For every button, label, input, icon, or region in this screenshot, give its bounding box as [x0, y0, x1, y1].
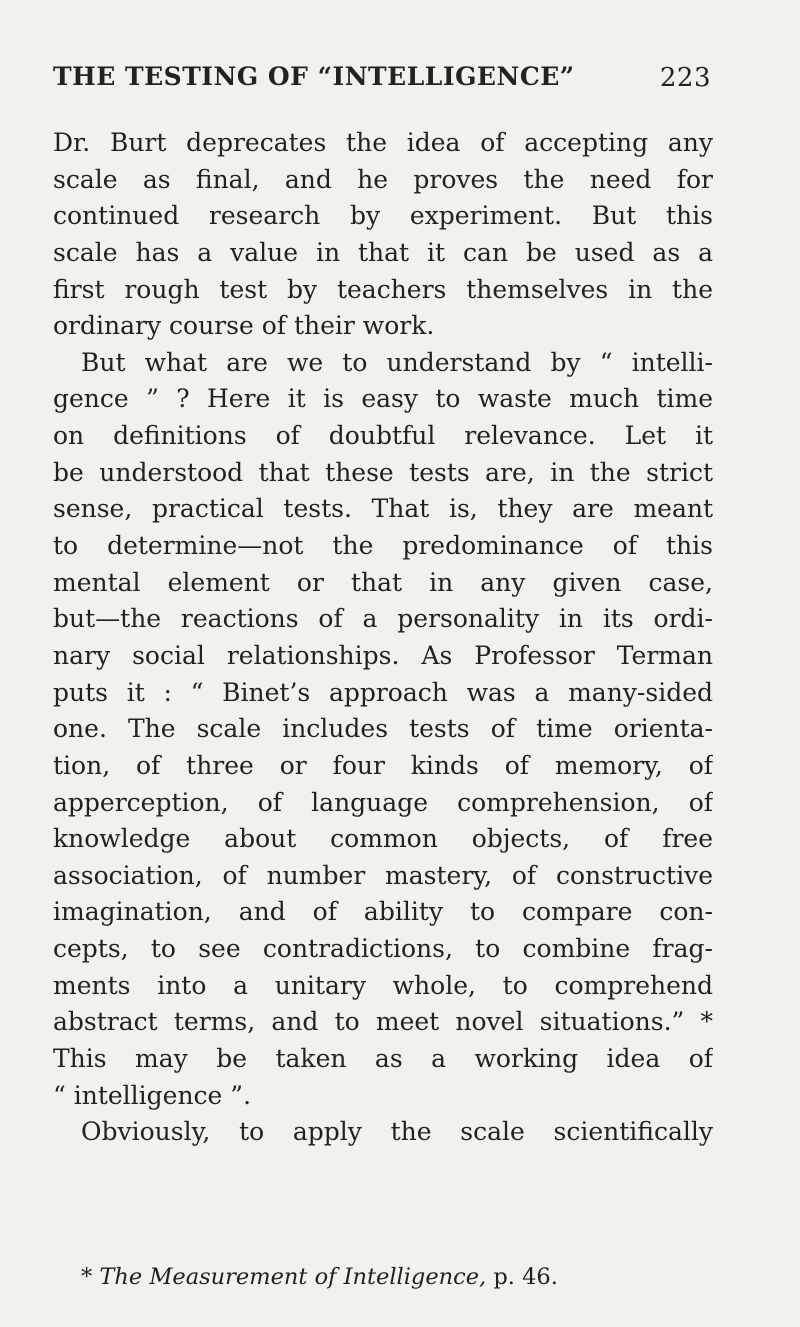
text-line: apperception, of language comprehension, of: [53, 787, 713, 817]
text-line: puts it : “ Binet’s approach was a many-sided: [53, 677, 713, 707]
text-line: to determine—not the predominance of this: [53, 531, 713, 561]
text-line: be understood that these tests are, in the strict: [53, 457, 713, 487]
text-line: one. The scale includes tests of time orienta-: [53, 714, 713, 744]
text-line: scale has a value in that it can be used as a: [53, 237, 713, 267]
footnote-title: The Measurement of Intelligence,: [99, 1264, 487, 1290]
text-line: but—the reactions of a personality in its ordi-: [53, 604, 713, 634]
text-line: imagination, and of ability to compare con-: [53, 897, 713, 927]
running-head: [53, 62, 711, 102]
text-line: “ intelligence ”.: [53, 1080, 252, 1110]
text-line: on definitions of doubtful relevance. Let it: [53, 421, 713, 451]
text-line: association, of number mastery, of constructive: [53, 860, 713, 890]
text-line: abstract terms, and to meet novel situations.” *: [53, 1007, 713, 1037]
text-line: gence ” ? Here it is easy to waste much time: [53, 384, 713, 414]
text-line: sense, practical tests. That is, they are meant: [53, 494, 713, 524]
text-line: But what are we to understand by “ intelli-: [81, 347, 713, 377]
footnote: [81, 1263, 558, 1291]
text-line: Dr. Burt deprecates the idea of accepting any: [53, 128, 713, 157]
running-head-title: THE TESTING OF “INTELLIGENCE”: [53, 62, 575, 91]
text-line: scale as final, and he proves the need for: [53, 164, 713, 194]
footnote-marker: *: [81, 1264, 100, 1290]
text-line: ordinary course of their work.: [53, 311, 435, 341]
text-line: continued research by experiment. But this: [53, 201, 713, 231]
text-line: mental element or that in any given case,: [53, 567, 713, 597]
text-line: knowledge about common objects, of free: [53, 824, 713, 854]
page-number: 223: [659, 63, 711, 93]
text-line: ments into a unitary whole, to comprehend: [53, 970, 713, 1000]
body-text: [53, 125, 713, 1151]
footnote-page-ref: p. 46.: [486, 1264, 558, 1290]
text-line: This may be taken as a working idea of: [53, 1044, 713, 1074]
text-line: tion, of three or four kinds of memory, of: [53, 750, 713, 780]
text-line: Obviously, to apply the scale scientifically: [81, 1117, 713, 1147]
book-page: [53, 0, 713, 1327]
text-line: first rough test by teachers themselves in the: [53, 274, 713, 304]
text-line: cepts, to see contradictions, to combine frag-: [53, 934, 713, 964]
text-line: nary social relationships. As Professor Terman: [53, 640, 713, 670]
